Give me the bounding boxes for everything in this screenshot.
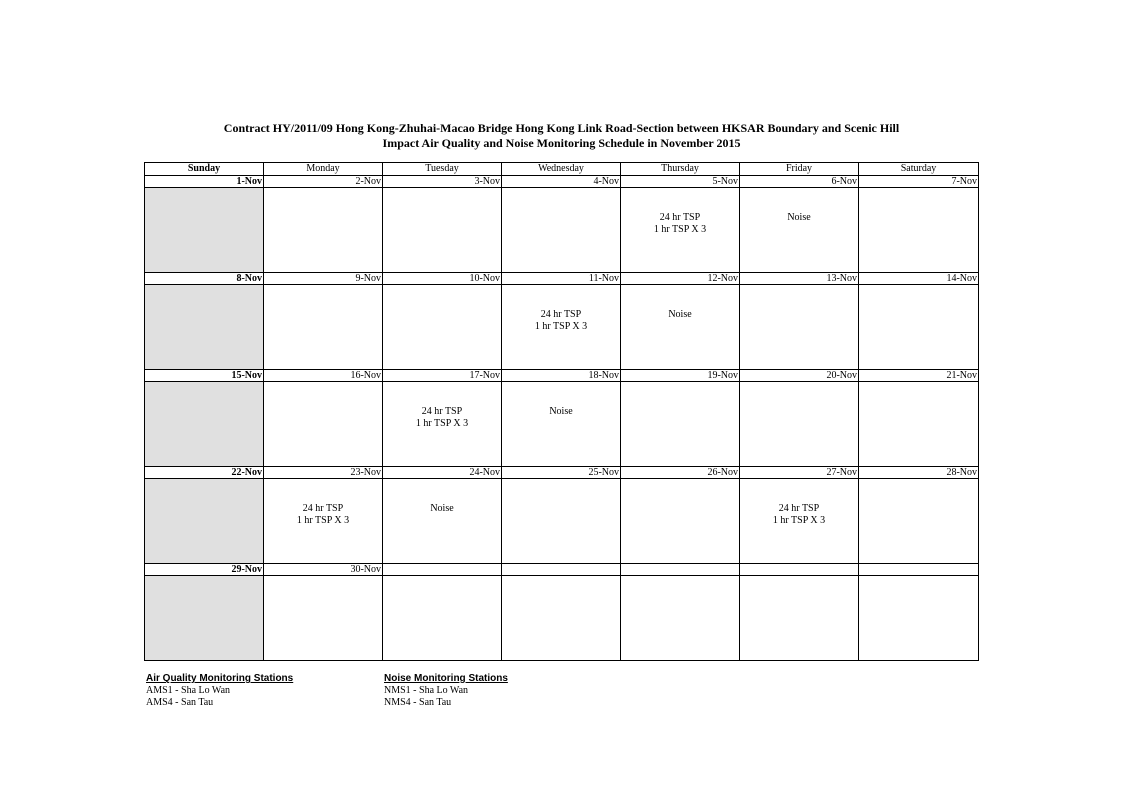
week-body-row xyxy=(145,188,979,273)
day-cell xyxy=(264,576,383,661)
date-cell xyxy=(383,564,502,576)
date-cell: 13-Nov xyxy=(740,273,859,285)
day-cell xyxy=(264,188,383,273)
date-cell: 10-Nov xyxy=(383,273,502,285)
date-cell: 3-Nov xyxy=(383,176,502,188)
day-cell xyxy=(264,382,383,467)
date-cell: 15-Nov xyxy=(145,370,264,382)
event-label: 24 hr TSP xyxy=(302,503,344,514)
week-body-row xyxy=(145,479,979,564)
weekday-header-monday: Monday xyxy=(264,163,383,176)
day-cell xyxy=(621,285,740,370)
day-cell xyxy=(383,188,502,273)
day-cell xyxy=(145,188,264,273)
date-cell: 1-Nov xyxy=(145,176,264,188)
air-legend-item: AMS1 - Sha Lo Wan xyxy=(146,685,231,696)
week-dates-row xyxy=(145,467,979,479)
day-cell xyxy=(859,576,979,661)
date-cell: 12-Nov xyxy=(621,273,740,285)
monitoring-event xyxy=(621,188,739,236)
monitoring-event xyxy=(740,188,858,224)
date-cell: 22-Nov xyxy=(145,467,264,479)
date-cell: 6-Nov xyxy=(740,176,859,188)
date-cell: 16-Nov xyxy=(264,370,383,382)
day-cell xyxy=(621,382,740,467)
weekday-header-row xyxy=(145,163,979,176)
week-body-row xyxy=(145,285,979,370)
air-legend-item: AMS4 - San Tau xyxy=(146,697,214,708)
air-quality-legend xyxy=(146,673,293,709)
event-label: Noise xyxy=(668,309,692,320)
day-cell xyxy=(502,479,621,564)
date-cell: 19-Nov xyxy=(621,370,740,382)
event-label: 24 hr TSP xyxy=(778,503,820,514)
day-cell xyxy=(859,285,979,370)
noise-legend xyxy=(384,673,508,709)
date-cell: 26-Nov xyxy=(621,467,740,479)
date-cell: 28-Nov xyxy=(859,467,979,479)
weekday-header-tuesday: Tuesday xyxy=(383,163,502,176)
event-label: 24 hr TSP xyxy=(659,212,701,223)
calendar-table xyxy=(144,162,979,661)
weekday-header-wednesday: Wednesday xyxy=(502,163,621,176)
date-cell xyxy=(859,564,979,576)
date-cell: 18-Nov xyxy=(502,370,621,382)
event-label: 1 hr TSP X 3 xyxy=(534,321,588,332)
day-cell xyxy=(145,285,264,370)
day-cell xyxy=(621,576,740,661)
day-cell xyxy=(740,576,859,661)
week-dates-row xyxy=(145,564,979,576)
event-label: 24 hr TSP xyxy=(540,309,582,320)
noise-legend-item: NMS1 - Sha Lo Wan xyxy=(384,685,469,696)
monitoring-event xyxy=(383,382,501,430)
date-cell: 21-Nov xyxy=(859,370,979,382)
monitoring-event xyxy=(264,479,382,527)
date-cell xyxy=(740,564,859,576)
monitoring-event xyxy=(502,285,620,333)
date-cell: 11-Nov xyxy=(502,273,621,285)
weekday-header-sunday: Sunday xyxy=(145,163,264,176)
day-cell xyxy=(621,479,740,564)
date-cell: 30-Nov xyxy=(264,564,383,576)
day-cell xyxy=(383,285,502,370)
monitoring-event xyxy=(621,285,739,321)
week-dates-row xyxy=(145,273,979,285)
air-legend-heading: Air Quality Monitoring Stations xyxy=(146,673,294,684)
noise-legend-heading: Noise Monitoring Stations xyxy=(384,673,508,684)
date-cell: 17-Nov xyxy=(383,370,502,382)
event-label: 1 hr TSP X 3 xyxy=(296,515,350,526)
weekday-header-saturday: Saturday xyxy=(859,163,979,176)
day-cell xyxy=(145,479,264,564)
document-subtitle: Impact Air Quality and Noise Monitoring Schedule in November 2015 xyxy=(382,136,741,150)
day-cell xyxy=(740,188,859,273)
day-cell xyxy=(145,382,264,467)
event-label: 1 hr TSP X 3 xyxy=(653,224,707,235)
day-cell xyxy=(145,576,264,661)
date-cell: 8-Nov xyxy=(145,273,264,285)
date-cell: 5-Nov xyxy=(621,176,740,188)
date-cell xyxy=(502,564,621,576)
day-cell xyxy=(621,188,740,273)
week-dates-row xyxy=(145,370,979,382)
date-cell: 7-Nov xyxy=(859,176,979,188)
event-label: 1 hr TSP X 3 xyxy=(415,418,469,429)
date-cell: 2-Nov xyxy=(264,176,383,188)
event-label: 1 hr TSP X 3 xyxy=(772,515,826,526)
weekday-header-friday: Friday xyxy=(740,163,859,176)
day-cell xyxy=(740,479,859,564)
day-cell xyxy=(264,285,383,370)
day-cell xyxy=(859,382,979,467)
day-cell xyxy=(859,479,979,564)
day-cell xyxy=(383,576,502,661)
date-cell: 23-Nov xyxy=(264,467,383,479)
noise-legend-item: NMS4 - San Tau xyxy=(384,697,452,708)
day-cell xyxy=(740,382,859,467)
document-title: Contract HY/2011/09 Hong Kong-Zhuhai-Macao Bridge Hong Kong Link Road-Section between HKSAR Boundary and Scenic Hill xyxy=(223,121,900,135)
event-label: Noise xyxy=(787,212,811,223)
week-dates-row xyxy=(145,176,979,188)
date-cell: 9-Nov xyxy=(264,273,383,285)
weekday-header-thursday: Thursday xyxy=(621,163,740,176)
date-cell: 27-Nov xyxy=(740,467,859,479)
monitoring-event xyxy=(502,382,620,418)
date-cell: 25-Nov xyxy=(502,467,621,479)
day-cell xyxy=(383,382,502,467)
day-cell xyxy=(740,285,859,370)
day-cell xyxy=(502,285,621,370)
day-cell xyxy=(264,479,383,564)
event-label: Noise xyxy=(549,406,573,417)
week-body-row xyxy=(145,576,979,661)
date-cell: 4-Nov xyxy=(502,176,621,188)
date-cell: 29-Nov xyxy=(145,564,264,576)
monitoring-event xyxy=(383,479,501,515)
event-label: 24 hr TSP xyxy=(421,406,463,417)
date-cell: 14-Nov xyxy=(859,273,979,285)
event-label: Noise xyxy=(430,503,454,514)
date-cell xyxy=(621,564,740,576)
monitoring-event xyxy=(740,479,858,527)
date-cell: 20-Nov xyxy=(740,370,859,382)
date-cell: 24-Nov xyxy=(383,467,502,479)
week-body-row xyxy=(145,382,979,467)
day-cell xyxy=(502,382,621,467)
day-cell xyxy=(502,576,621,661)
day-cell xyxy=(502,188,621,273)
day-cell xyxy=(383,479,502,564)
day-cell xyxy=(859,188,979,273)
